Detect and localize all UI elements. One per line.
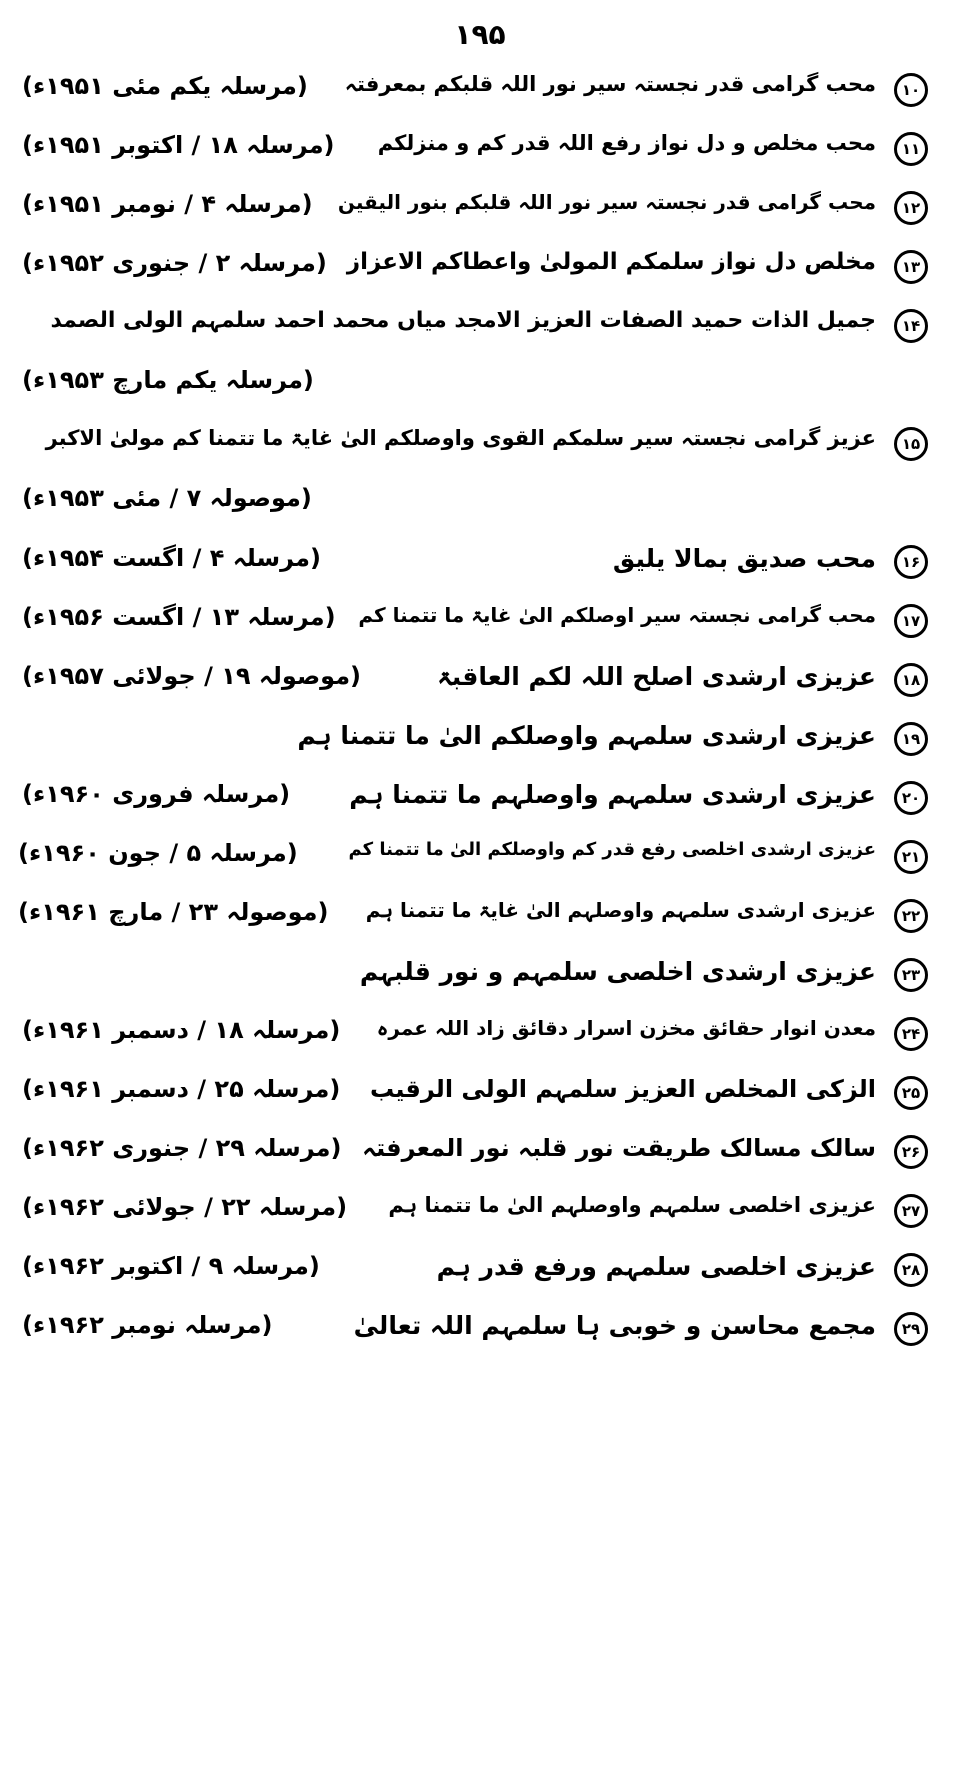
list-item (18, 595, 938, 654)
item-date: (مرسلہ ۴ / نومبر ۱۹۵۱ء) (22, 190, 313, 218)
item-text: مخلص دل نواز سلمکم المولیٰ واعطاکم الاعزاز (346, 249, 876, 275)
item-text: سالک مسالک طریقت نور قلبہ نور المعرفتہ (362, 1134, 876, 1162)
item-number: ۲۶ (894, 1135, 928, 1169)
item-number: ۱۱ (894, 132, 928, 166)
item-text: محب گرامی قدر نجستہ سیر نور اللہ قلبکم بنور الیقین (337, 190, 876, 214)
item-text: محب گرامی قدر نجستہ سیر نور اللہ قلبکم بمعرفتہ (344, 72, 876, 96)
list-item (18, 1008, 938, 1067)
item-text: الزکی المخلص العزیز سلمہم الولی الرقیب (369, 1075, 876, 1103)
item-number: ۱۸ (894, 663, 928, 697)
list-item (18, 654, 938, 713)
item-date: (موصولہ ۱۹ / جولائی ۱۹۵۷ء) (22, 662, 362, 690)
item-number: ۱۵ (894, 427, 928, 461)
item-text: عزیز گرامی نجستہ سیر سلمکم القوی واوصلکم الیٰ غایۃ ما تتمنا کم مولیٰ الاکبر (45, 426, 876, 450)
item-text: عزیزی ارشدی اصلح اللہ لکم العاقبۃ (437, 662, 876, 691)
item-text: مجمع محاسن و خوبی ہا سلمہم اللہ تعالیٰ (353, 1311, 876, 1340)
list-item (18, 418, 938, 536)
list-item (18, 1244, 938, 1303)
item-date: (مرسلہ ۴ / اگست ۱۹۵۴ء) (22, 544, 321, 572)
item-number: ۲۰ (894, 781, 928, 815)
list-item (18, 831, 938, 890)
item-number: ۱۶ (894, 545, 928, 579)
list-item (18, 300, 938, 418)
list-item (18, 536, 938, 595)
list-item (18, 123, 938, 182)
page-number: ۱۹۵ (454, 18, 506, 51)
item-date: (مرسلہ ۲۹ / جنوری ۱۹۶۲ء) (22, 1134, 342, 1162)
item-date: (مرسلہ یکم مارچ ۱۹۵۳ء) (22, 366, 314, 394)
item-number: ۱۳ (894, 250, 928, 284)
item-number: ۲۴ (894, 1017, 928, 1051)
item-number: ۲۹ (894, 1312, 928, 1346)
item-date: (مرسلہ ۵ / جون ۱۹۶۰ء) (18, 839, 298, 867)
item-date: (مرسلہ ۲ / جنوری ۱۹۵۲ء) (22, 249, 327, 277)
item-text: عزیزی اخلصی سلمہم ورفع قدر ہم (436, 1252, 876, 1281)
list-item (18, 182, 938, 241)
item-number: ۲۷ (894, 1194, 928, 1228)
item-date: (مرسلہ ۲۲ / جولائی ۱۹۶۲ء) (22, 1193, 348, 1221)
item-number: ۱۲ (894, 191, 928, 225)
item-number: ۲۱ (894, 840, 928, 874)
item-text: محب مخلص و دل نواز رفع اللہ قدر کم و منزلکم (377, 131, 876, 155)
item-date: (مرسلہ ۱۸ / اکتوبر ۱۹۵۱ء) (22, 131, 335, 159)
item-number: ۱۴ (894, 309, 928, 343)
list-item (18, 772, 938, 831)
list-item (18, 1067, 938, 1126)
item-date: (موصولہ ۷ / مئی ۱۹۵۳ء) (22, 484, 312, 512)
list-item (18, 949, 938, 1008)
item-number: ۲۵ (894, 1076, 928, 1110)
item-date: (مرسلہ ۲۵ / دسمبر ۱۹۶۱ء) (22, 1075, 341, 1103)
item-text: عزیزی ارشدی سلمہم واوصلہم الیٰ غایۃ ما تتمنا ہم (365, 898, 876, 922)
item-date: (مرسلہ ۱۳ / اگست ۱۹۵۶ء) (22, 603, 336, 631)
list-item (18, 1126, 938, 1185)
item-date: (مرسلہ نومبر ۱۹۶۲ء) (22, 1311, 273, 1339)
item-text: محب صدیق بمالا یلیق (612, 544, 876, 573)
list-item (18, 241, 938, 300)
item-date: (مرسلہ فروری ۱۹۶۰ء) (22, 780, 291, 808)
item-date: (مرسلہ یکم مئی ۱۹۵۱ء) (22, 72, 308, 100)
item-date: (مرسلہ ۱۸ / دسمبر ۱۹۶۱ء) (22, 1016, 341, 1044)
item-number: ۲۸ (894, 1253, 928, 1287)
item-text: عزیزی ارشدی اخلصی رفع قدر کم واوصلکم الیٰ ما تتمنا کم (348, 839, 876, 860)
item-text: معدن انوار حقائق مخزن اسرار دقائق زاد اللہ عمرہ (376, 1016, 876, 1040)
letter-list (18, 64, 938, 1362)
item-text: عزیزی ارشدی سلمہم واوصلہم ما تتمنا ہم (349, 780, 876, 809)
item-number: ۲۲ (894, 899, 928, 933)
item-number: ۱۷ (894, 604, 928, 638)
list-item (18, 1185, 938, 1244)
item-text: عزیزی ارشدی سلمہم واوصلکم الیٰ ما تتمنا ہم (297, 721, 876, 750)
list-item (18, 713, 938, 772)
list-item (18, 890, 938, 949)
item-text: عزیزی ارشدی اخلصی سلمہم و نور قلبہم (359, 957, 876, 986)
item-number: ۱۰ (894, 73, 928, 107)
item-text: محب گرامی نجستہ سیر اوصلکم الیٰ غایۃ ما تتمنا کم (358, 603, 876, 627)
item-number: ۲۳ (894, 958, 928, 992)
list-item (18, 1303, 938, 1362)
item-text: عزیزی اخلصی سلمہم واوصلہم الیٰ ما تتمنا ہم (388, 1193, 876, 1217)
item-date: (موصولہ ۲۳ / مارچ ۱۹۶۱ء) (18, 898, 329, 926)
list-item (18, 64, 938, 123)
item-date: (مرسلہ ۹ / اکتوبر ۱۹۶۲ء) (22, 1252, 320, 1280)
item-number: ۱۹ (894, 722, 928, 756)
item-text: جمیل الذات حمید الصفات العزیز الامجد میاں محمد احمد سلمہم الولی الصمد (50, 308, 876, 333)
